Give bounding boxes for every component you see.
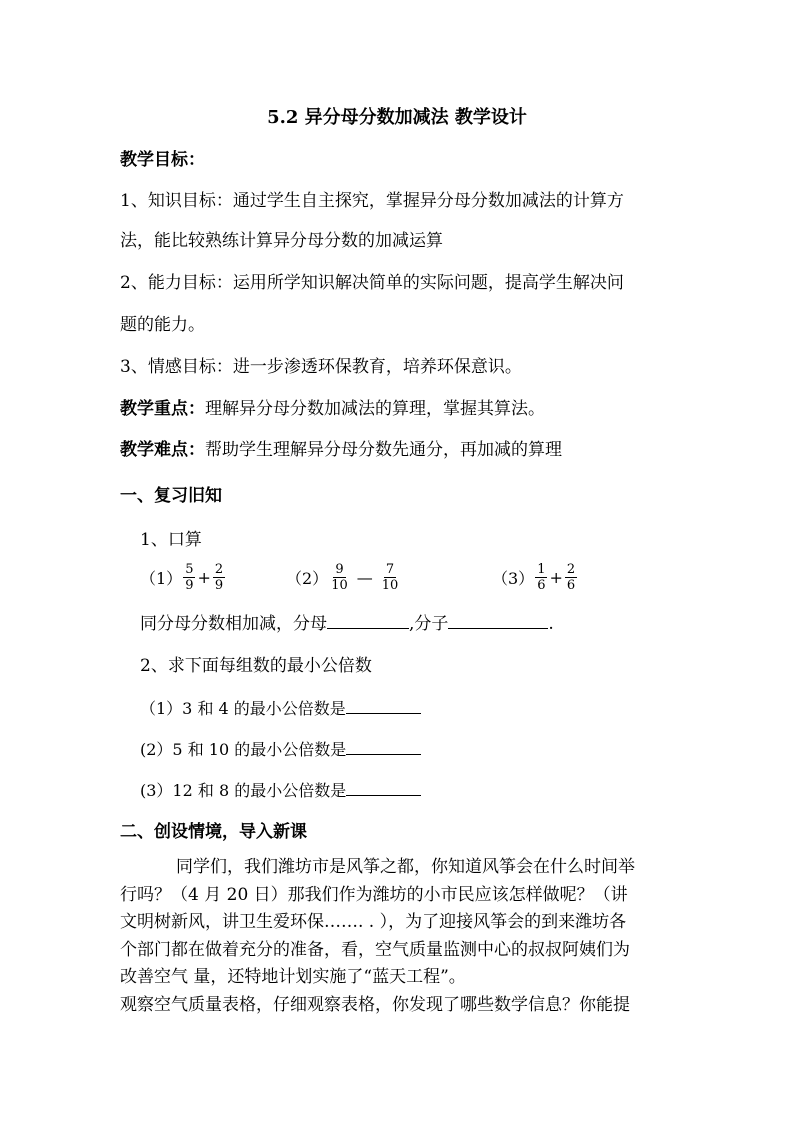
- lcm-item-3: [140, 781, 421, 801]
- key-point-text: 理解异分母分数加减法的算理，掌握其算法。: [205, 399, 545, 419]
- fraction: $\frac{9}{10}$: [331, 562, 348, 593]
- goal-3: 3、情感目标：进一步渗透环保教育，培养环保意识。: [120, 357, 522, 377]
- question-2: 2、求下面每组数的最小公倍数: [140, 656, 372, 676]
- goal-1-line-1: 1、知识目标：通过学生自主探究，掌握异分母分数加减法的计算方: [120, 191, 624, 211]
- goal-1-line-2: 法，能比较熟练计算异分母分数的加减运算: [120, 231, 443, 251]
- fraction-item-1: [140, 562, 226, 593]
- lcm-text: (2）5 和 10 的最小公倍数是: [140, 740, 347, 759]
- paragraph-line: 观察空气质量表格，仔细观察表格，你发现了哪些数学信息？你能提: [120, 995, 630, 1015]
- rule-text-c: .: [548, 614, 554, 634]
- goal-2-line-1: 2、能力目标：运用所学知识解决简单的实际问题，提高学生解决问: [120, 273, 624, 293]
- key-point-label: 教学重点：: [120, 399, 205, 419]
- goal-2-line-2: 题的能力。: [120, 315, 205, 335]
- fraction-label: （3）: [492, 569, 535, 588]
- rule-text-a: 同分母分数相加减，分母: [140, 614, 327, 634]
- lcm-text: （1）3 和 4 的最小公倍数是: [140, 699, 346, 718]
- paragraph-line: 同学们，我们潍坊市是风筝之都，你知道风筝会在什么时间举: [176, 857, 635, 877]
- blank-answer: [346, 699, 421, 714]
- page-title: 5.2 异分母分数加减法 教学设计: [267, 107, 527, 128]
- plus-sign: +: [549, 568, 563, 587]
- minus-sign: —: [356, 568, 373, 587]
- lcm-item-1: [140, 699, 421, 719]
- fraction: $\frac{5}{9}$: [185, 562, 194, 593]
- fraction-label: （1）: [140, 569, 183, 588]
- fraction: $\frac{2}{6}$: [566, 562, 576, 593]
- blank-denominator: [327, 614, 409, 629]
- fraction: $\frac{1}{6}$: [537, 562, 546, 593]
- section-1-heading: 一、复习旧知: [120, 486, 222, 506]
- fraction: $\frac{2}{9}$: [214, 562, 224, 593]
- paragraph-line: 改善空气 量，还特地计划实施了“蓝天工程”。: [120, 967, 466, 987]
- paragraph-line: 行吗？（4 月 20 日）那我们作为潍坊的小市民应该怎样做呢？（讲: [120, 885, 628, 905]
- fraction-item-2: [286, 562, 401, 593]
- key-point: [120, 399, 545, 419]
- fraction-item-3: [492, 562, 578, 593]
- paragraph-line: 个部门都在做着充分的准备，看，空气质量监测中心的叔叔阿姨们为: [120, 940, 630, 960]
- rule-text-b: ,分子: [409, 614, 449, 634]
- fraction: $\frac{7}{10}$: [381, 562, 399, 593]
- paragraph-line: 文明树新风，讲卫生爱环保……. . ），为了迎接风筝会的到来潍坊各: [120, 912, 627, 932]
- difficulty: [120, 440, 562, 460]
- lcm-item-2: [140, 740, 421, 760]
- difficulty-text: 帮助学生理解异分母分数先通分，再加减的算理: [205, 440, 562, 460]
- lcm-text: (3）12 和 8 的最小公倍数是: [140, 781, 347, 800]
- goals-heading: 教学目标：: [120, 150, 205, 170]
- rule-line: [140, 614, 554, 634]
- section-2-heading: 二、创设情境，导入新课: [120, 822, 307, 842]
- blank-answer: [346, 781, 421, 796]
- blank-answer: [346, 740, 421, 755]
- difficulty-label: 教学难点：: [120, 440, 205, 460]
- fraction-label: （2）: [286, 569, 329, 588]
- blank-numerator: [448, 614, 548, 629]
- plus-sign: +: [197, 568, 211, 587]
- question-1: 1、口算: [140, 530, 202, 550]
